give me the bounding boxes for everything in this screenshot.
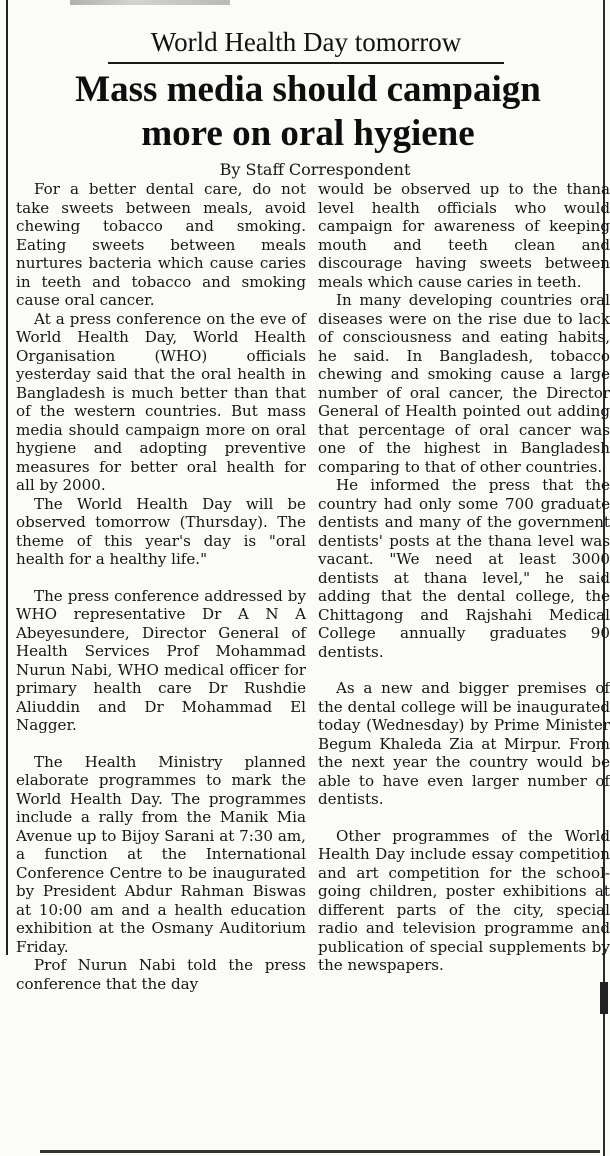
paragraph: The press conference addressed by WHO representative Dr A N A Abeyesundere, Director General of Health Services Prof Mohammad Nurun Nabi, WHO medical officer for primary health care Dr Rushdie Aliuddin and Dr Mohammad El Nagger. xyxy=(16,586,306,734)
kicker-headline: World Health Day tomorrow xyxy=(108,24,504,64)
left-column-rule xyxy=(6,0,8,955)
headline-line-2: more on oral hygiene xyxy=(141,113,475,154)
headline-line-1: Mass media should campaign xyxy=(75,69,541,110)
right-rule-mark xyxy=(600,982,608,1014)
paragraph: Other programmes of the World Health Day include essay competition and art competition for the school-going children, poster exhibitions at different parts of the city, special radio and television programme and publication of special supplements by the newspapers. xyxy=(318,826,610,974)
byline: By Staff Correspondent xyxy=(219,160,411,179)
paragraph: For a better dental care, do not take sweets between meals, avoid chewing tobacco and smoking. Eating sweets between meals nurtures bacteria which cause caries in teeth and tobacco and smoking cause oral cancer. xyxy=(16,180,306,309)
paragraph: Prof Nurun Nabi told the press conference that the day xyxy=(16,956,306,993)
article-column-left xyxy=(16,180,306,993)
paragraph: In many developing countries oral diseases were on the rise due to lack of consciousness and eating habits, he said. In Bangladesh, tobacco chewing and smoking cause a large number of oral cancer, the Director General of Health pointed out adding that percentage of oral cancer was one of the highest in Bangladesh comparing to that of other countries. xyxy=(318,291,610,476)
paragraph: The Health Ministry planned elaborate programmes to mark the World Health Day. The programmes include a rally from the Manik Mia Avenue up to Bijoy Sarani at 7:30 am, a function at the International Conference Centre to be inaugurated by President Abdur Rahman Biswas at 10:00 am and a health education exhibition at the Osmany Auditorium Friday. xyxy=(16,752,306,956)
paragraph: He informed the press that the country had only some 700 graduate dentists and many of the government dentists' posts at the thana level was vacant. "We need at least 3000 dentists at thana level," he said adding that the dental college, the Chittagong and Rajshahi Medical College annually graduates 90 dentists. xyxy=(318,476,610,661)
bottom-rule xyxy=(40,1150,600,1153)
clipping-top-edge xyxy=(70,0,230,5)
article-column-right xyxy=(318,180,610,975)
main-headline xyxy=(18,68,598,156)
paragraph: would be observed up to the thana level health officials who would campaign for awareness of keeping mouth and teeth clean and discourage having sweets between meals which cause caries in teeth. xyxy=(318,180,610,291)
paragraph: At a press conference on the eve of World Health Day, World Health Organisation (WHO) officials yesterday said that the oral health in Bangladesh is much better than that of the western countries. But mass media should campaign more on oral hygiene and adopting preventive measures for better oral health for all by 2000. xyxy=(16,309,306,494)
paragraph: The World Health Day will be observed tomorrow (Thursday). The theme of this year's day is "oral health for a healthy life." xyxy=(16,494,306,568)
paragraph: As a new and bigger premises of the dental college will be inaugurated today (Wednesday) by Prime Minister Begum Khaleda Zia at Mirpur. From the next year the country would be able to have even larger number of dentists. xyxy=(318,679,610,808)
